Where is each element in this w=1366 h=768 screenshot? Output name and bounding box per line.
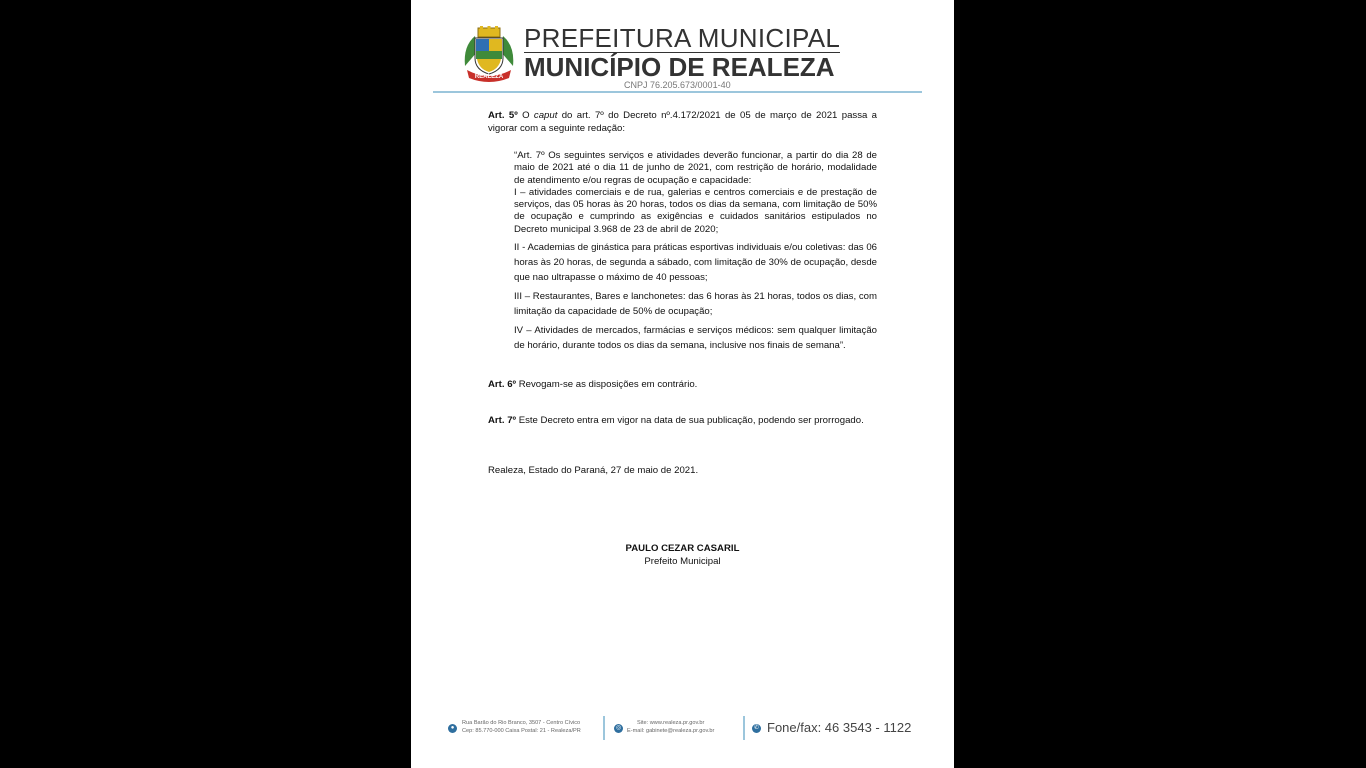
quote-item-4: IV – Atividades de mercados, farmácias e serviços médicos: sem qualquer limitação de horário, durante todos os dias da semana, inclusive nos finais de semana”.: [514, 325, 877, 352]
location-pin-icon: ●: [448, 724, 457, 733]
crest-ribbon-text: REALEZA: [474, 74, 504, 80]
header-title-line1: PREFEITURA MUNICIPAL: [524, 23, 841, 53]
quote-item-3: III – Restaurantes, Bares e lanchonetes: das 6 horas às 21 horas, todos os dias, com limitação da capacidade de 50% de ocupação;: [514, 291, 877, 318]
footer-web: [627, 720, 714, 735]
article-7-text: Este Decreto entra em vigor na data de sua publicação, podendo ser prorrogado.: [516, 415, 864, 426]
signatory-role: Prefeito Municipal: [644, 556, 721, 567]
municipal-crest-icon: [461, 26, 517, 82]
phone-icon: ✆: [753, 725, 760, 731]
article-7: [488, 410, 877, 431]
article-5-text-a: O: [517, 110, 534, 121]
signatory-name: PAULO CEZAR CASARIL: [625, 543, 740, 554]
article-5: [488, 109, 877, 135]
quote-intro: “Art. 7º Os seguintes serviços e atividades deverão funcionar, a partir do dia 28 de maio de 2021 até o dia 11 de junho de 2021, com restrição de horário, modalidade de atendimento e/ou regras de ocupação e capacidade:: [514, 150, 877, 186]
footer-phone: Fone/fax: 46 3543 - 1122: [767, 720, 912, 735]
article-5-caput: caput: [533, 110, 558, 121]
letterhead: [411, 0, 954, 96]
footer-separator: [603, 716, 605, 740]
header-title-line2: MUNICÍPIO DE REALEZA: [524, 52, 835, 82]
footer-address-line2: Cep: 85.770-000 Caixa Postal: 21 - Realeza/PR: [462, 727, 581, 734]
footer-address: [462, 720, 581, 735]
quote-item-1: I – atividades comerciais e de rua, galerias e centros comerciais e de prestação de serviços, das 05 horas às 20 horas, todos os dias da semana, com limitação de 50% de ocupação e cumprindo as exigências e cuidados sanitários estipulados no Decreto municipal 3.968 de 23 de abril de 2020;: [514, 186, 877, 235]
letterhead-footer: [411, 712, 954, 744]
article-5-text-b: do art. 7º do Decreto nº.4.172/2021 de 05 de março de 2021 passa a vigorar com a seguinte redação:: [488, 110, 878, 134]
article-5-label: Art. 5º: [488, 110, 518, 121]
header-cnpj: CNPJ 76.205.673/0001-40: [624, 80, 731, 90]
footer-email: E-mail: gabinete@realeza.pr.gov.br: [627, 727, 715, 734]
article-7-label: Art. 7º: [488, 415, 517, 426]
quoted-article-7: [514, 150, 877, 353]
place-and-date: Realeza, Estado do Paraná, 27 de maio de 2021.: [488, 465, 699, 476]
article-6-text: Revogam-se as disposições em contrário.: [516, 379, 698, 390]
article-6: [488, 378, 877, 391]
footer-separator: [743, 716, 745, 740]
footer-address-line1: Rua Barão do Rio Branco, 3507 - Centro Cívico: [462, 720, 581, 726]
document-page: [411, 0, 954, 768]
quote-item-2: II - Academias de ginástica para práticas esportivas individuais e/ou coletivas: das 06 horas às 20 horas, de segunda a sábado, com limitação de 30% de ocupação, desde que nao ultrapasse o máximo de 40 pessoas;: [514, 242, 877, 284]
header-divider: [433, 91, 922, 93]
globe-icon: ◎: [615, 725, 622, 731]
footer-site: Site: www.realeza.pr.gov.br: [637, 720, 705, 726]
article-6-label: Art. 6º: [488, 379, 517, 390]
